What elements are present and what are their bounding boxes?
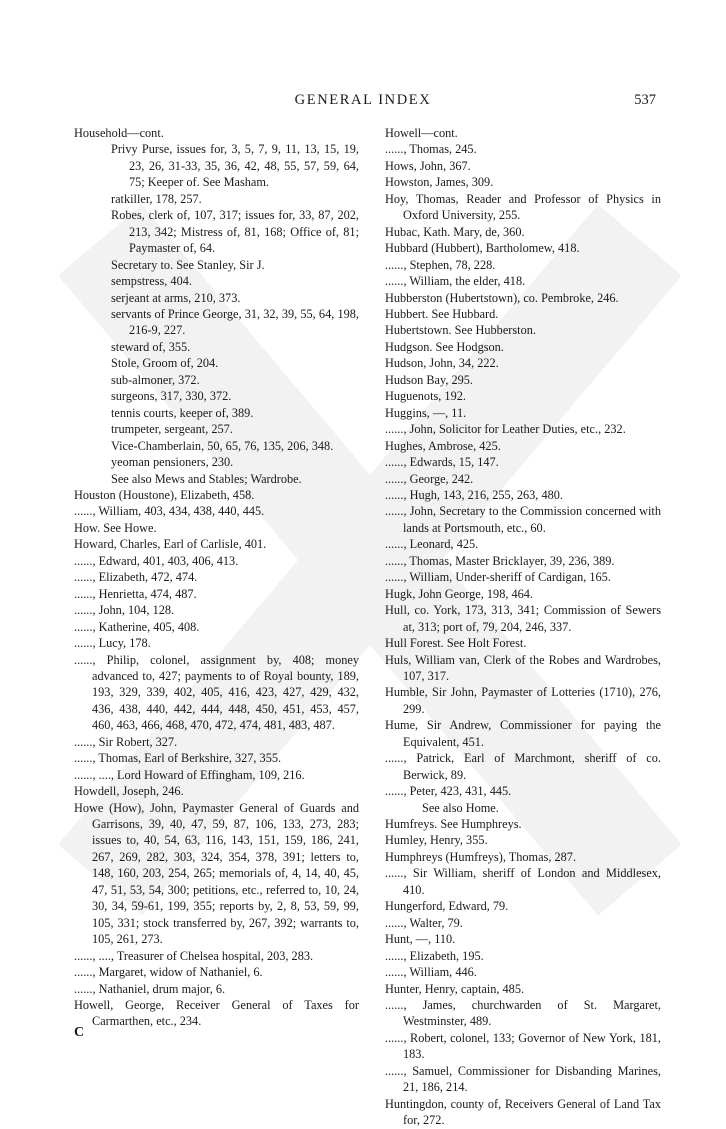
index-entry: ......, Samuel, Commissioner for Disbanding Marines, 21, 186, 214. (385, 1063, 661, 1095)
index-entry: ......, John, 104, 128. (74, 603, 175, 618)
index-entry: Huntingdon, county of, Receivers General of Land Tax for, 272. (385, 1096, 661, 1128)
index-entry: Humley, Henry, 355. (385, 833, 488, 848)
index-entry: Humphreys (Humfreys), Thomas, 287. (385, 849, 577, 864)
index-entry: Howard, Charles, Earl of Carlisle, 401. (74, 537, 267, 552)
index-entry: ......, Peter, 423, 431, 445. (385, 784, 512, 799)
index-entry: Vice-Chamberlain, 50, 65, 76, 135, 206, 348. (111, 438, 334, 453)
index-entry: serjeant at arms, 210, 373. (111, 290, 241, 305)
page-header (0, 92, 726, 112)
index-entry: Hume, Sir Andrew, Commissioner for paying the Equivalent, 451. (385, 718, 661, 749)
index-entry: See also Mews and Stables; Wardrobe. (111, 471, 302, 486)
index-entry: ......, James, churchwarden of St. Margaret, Westminster, 489. (385, 998, 661, 1029)
running-title: GENERAL INDEX (294, 92, 432, 108)
index-entry: ......, Thomas, 245. (385, 142, 477, 157)
index-entry: Hubbert. See Hubbard. (385, 306, 499, 321)
index-entry: ......, Henrietta, 474, 487. (74, 586, 197, 601)
index-entry: Hugk, John George, 198, 464. (385, 586, 534, 601)
index-entry: ......, George, 242. (385, 471, 474, 486)
index-entry: ......, Hugh, 143, 216, 255, 263, 480. (385, 487, 563, 502)
index-entry: ......, Edwards, 15, 147. (385, 455, 499, 470)
index-entry: sub-almoner, 372. (111, 372, 200, 387)
index-entry: yeoman pensioners, 230. (111, 455, 234, 470)
page-number: 537 (634, 92, 656, 108)
index-entry: Stole, Groom of, 204. (111, 356, 219, 371)
index-entry: Hudson Bay, 295. (385, 372, 474, 387)
index-entry: surgeons, 317, 330, 372. (111, 389, 232, 404)
index-entry: ......, Margaret, widow of Nathaniel, 6. (74, 965, 263, 980)
index-entry: Huguenots, 192. (385, 389, 466, 404)
index-entry: ......, Philip, colonel, assignment by, 408; money advanced to, 427; payments to of Royal bounty, 189, 193, 329, 339, 402, 405, 416, 423, 427, 429, 432, 436, 438, 440, 442, 444, 448, 450, 451, 453, 457, 460, 463, 466, 468, 470, 472, 474, 481, 483, 487. (74, 652, 359, 733)
index-entry: trumpeter, sergeant, 257. (111, 422, 233, 437)
index-entry: Household—cont. (74, 126, 164, 140)
index-entry: Robes, clerk of, 107, 317; issues for, 33, 87, 202, 213, 342; Mistress of, 81, 168; Office of, 81; Paymaster of, 64. (111, 208, 359, 256)
index-entry: ......, William, 403, 434, 438, 440, 445. (74, 504, 265, 519)
index-entry: ......, ...., Treasurer of Chelsea hospital, 203, 283. (74, 948, 314, 963)
index-entry: Howdell, Joseph, 246. (74, 784, 184, 799)
index-entry: How. See Howe. (74, 520, 157, 535)
index-entry: Hudgson. See Hodgson. (385, 339, 504, 354)
index-entry: ......, Thomas, Earl of Berkshire, 327, 355. (74, 751, 282, 766)
index-entry: Hubertstown. See Hubberston. (385, 323, 536, 338)
index-entry: servants of Prince George, 31, 32, 39, 55, 64, 198, 216-9, 227. (111, 306, 359, 338)
index-entry: Howell, George, Receiver General of Taxes for Carmarthen, etc., 234. (74, 998, 359, 1029)
index-entry: ......, Walter, 79. (385, 915, 463, 930)
index-entry: ......, Patrick, Earl of Marchmont, sheriff of co. Berwick, 89. (385, 751, 661, 782)
index-entry: Hunter, Henry, captain, 485. (385, 981, 525, 996)
index-entry: ......, Elizabeth, 195. (385, 948, 484, 963)
index-entry: Hughes, Ambrose, 425. (385, 438, 501, 453)
index-entry: Howell—cont. (385, 126, 458, 140)
index-entry: ......, John, Solicitor for Leather Duties, etc., 232. (385, 422, 626, 437)
index-entry: ......, Sir Robert, 327. (74, 734, 178, 749)
index-entry: Houston (Houstone), Elizabeth, 458. (74, 487, 255, 502)
index-entry: Hungerford, Edward, 79. (385, 899, 509, 914)
index-entry: ......, Leonard, 425. (385, 537, 479, 552)
index-entry: tennis courts, keeper of, 389. (111, 405, 254, 420)
index-entry: ......, William, Under-sheriff of Cardigan, 165. (385, 570, 611, 585)
index-entry: Humfreys. See Humphreys. (385, 817, 522, 832)
index-entry: sempstress, 404. (111, 274, 192, 289)
index-column-right (385, 125, 661, 1129)
index-entry: ......, Robert, colonel, 133; Governor of New York, 181, 183. (385, 1030, 661, 1062)
index-entry: ......, Stephen, 78, 228. (385, 257, 496, 272)
index-entry: Howe (How), John, Paymaster General of Guards and Garrisons, 39, 40, 47, 59, 87, 106, 133, 273, 283; issues to, 40, 54, 63, 116, 143, 151, 159, 186, 241, 267, 269, 282, 303, 324, 354, 378, 391; letters to, 148, 160, 203, 254, 265; memorials of, 4, 14, 40, 45, 47, 51, 53, 54, 300; petitions, etc., referred to, 10, 24, 30, 34, 59-61, 199, 355; reports by, 2, 8, 53, 59, 99, 105, 331; stock transferred by, 267, 392; warrants to, 105, 261, 273. (74, 800, 359, 947)
index-entry: Hubac, Kath. Mary, de, 360. (385, 224, 525, 239)
index-entry: steward of, 355. (111, 339, 191, 354)
index-entry: Hudson, John, 34, 222. (385, 356, 499, 371)
index-entry: Huggins, —, 11. (385, 405, 467, 420)
index-entry: Hull, co. York, 173, 313, 341; Commission of Sewers at, 313; port of, 79, 204, 246, 337. (385, 603, 661, 634)
index-entry: Hunt, —, 110. (385, 932, 456, 947)
index-entry: ......, William, the elder, 418. (385, 274, 526, 289)
index-entry: ......, Nathaniel, drum major, 6. (74, 981, 226, 996)
index-entry: Hoy, Thomas, Reader and Professor of Physics in Oxford University, 255. (385, 191, 661, 223)
index-entry: Hubberston (Hubertstown), co. Pembroke, 246. (385, 290, 619, 305)
index-column-left (74, 125, 359, 1030)
index-entry: Privy Purse, issues for, 3, 5, 7, 9, 11, 13, 15, 19, 23, 26, 31-33, 35, 36, 42, 48, 55, 57, 59, 64, 75; Keeper of. See Masham. (111, 142, 359, 190)
index-entry: ......, Thomas, Master Bricklayer, 39, 236, 389. (385, 553, 615, 568)
index-entry: ratkiller, 178, 257. (111, 191, 202, 206)
index-entry: ......, Sir William, sheriff of London and Middlesex, 410. (385, 866, 661, 897)
signature-mark: C (74, 1025, 85, 1040)
index-entry: ......, Edward, 401, 403, 406, 413. (74, 553, 239, 568)
index-entry: Hull Forest. See Holt Forest. (385, 636, 527, 651)
index-entry: ......, Elizabeth, 472, 474. (74, 570, 198, 585)
index-entry: Huls, William van, Clerk of the Robes and Wardrobes, 107, 317. (385, 652, 661, 683)
index-entry: Hubbard (Hubbert), Bartholomew, 418. (385, 241, 580, 256)
index-entry: ......, John, Secretary to the Commission concerned with lands at Portsmouth, etc., 60. (385, 504, 661, 535)
index-entry: ......, ...., Lord Howard of Effingham, 109, 216. (74, 767, 305, 782)
index-entry: Hows, John, 367. (385, 158, 471, 173)
index-entry: ......, Lucy, 178. (74, 636, 151, 651)
index-entry: ......, William, 446. (385, 965, 477, 980)
index-entry: Humble, Sir John, Paymaster of Lotteries (1710), 276, 299. (385, 685, 661, 716)
index-entry: Secretary to. See Stanley, Sir J. (111, 257, 265, 272)
index-entry: ......, Katherine, 405, 408. (74, 619, 200, 634)
index-entry: Howston, James, 309. (385, 175, 494, 190)
index-entry: See also Home. (422, 800, 499, 815)
